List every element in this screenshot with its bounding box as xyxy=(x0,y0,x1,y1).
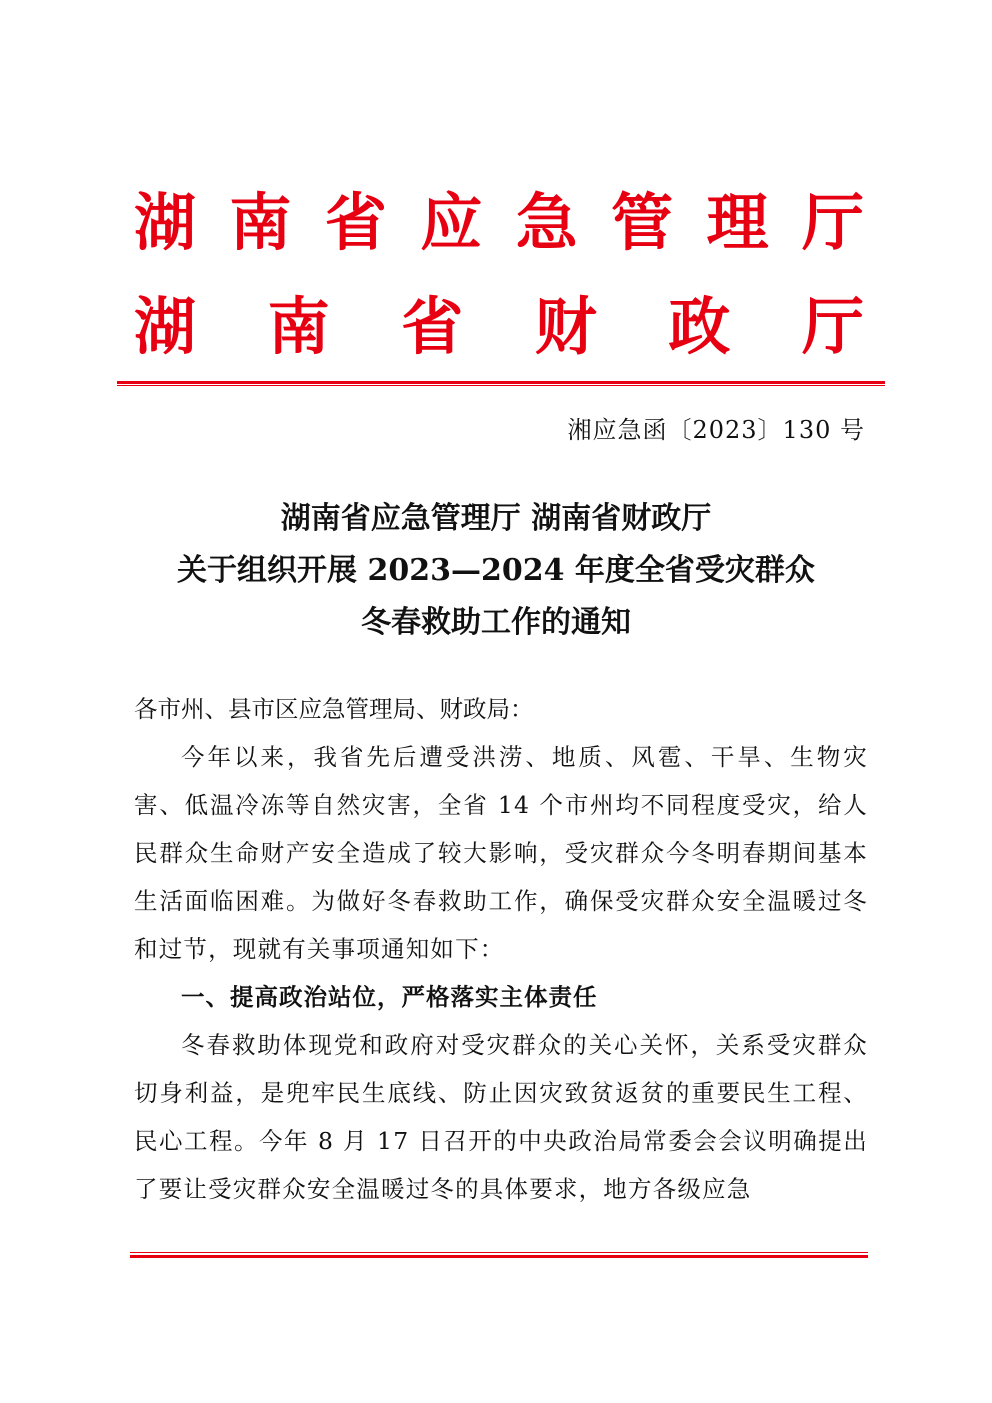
header-char: 南 xyxy=(267,290,330,363)
section-heading-1: 一、提高政治站位，严格落实主体责任 xyxy=(181,983,598,1011)
header-char: 厅 xyxy=(801,186,864,259)
header-char: 省 xyxy=(401,290,464,363)
footer-divider xyxy=(130,1252,868,1258)
header-divider xyxy=(117,381,885,386)
issuer-header-line-2 xyxy=(134,292,864,362)
paragraph-2: 冬春救助体现党和政府对受灾群众的关心关怀，关系受灾群众切身利益，是兜牢民生底线、防止因灾致贫返贫的重要民生工程、民心工程。今年 8 月 17 日召开的中央政治局常委会会议明确提出了要让受灾群众安全温暖过冬的具体要求，地方各级应急 xyxy=(134,1031,868,1203)
title-line-1: 湖南省应急管理厅 湖南省财政厅 xyxy=(280,501,712,536)
document-number: 湘应急函〔2023〕130 号 xyxy=(567,416,865,444)
header-char: 政 xyxy=(668,290,731,363)
document-title xyxy=(0,493,992,649)
header-char: 湖 xyxy=(134,186,197,259)
header-char: 南 xyxy=(229,186,292,259)
issuer-header-line-1 xyxy=(134,188,864,258)
document-body xyxy=(134,685,868,1213)
header-char: 应 xyxy=(420,186,483,259)
salutation: 各市州、县市区应急管理局、财政局： xyxy=(134,695,534,723)
title-line-2: 关于组织开展 2023—2024 年度全省受灾群众 xyxy=(177,553,815,588)
header-char: 管 xyxy=(611,186,674,259)
header-char: 湖 xyxy=(134,290,197,363)
paragraph-1: 今年以来，我省先后遭受洪涝、地质、风雹、干旱、生物灾害、低温冷冻等自然灾害，全省 14 个市州均不同程度受灾，给人民群众生命财产安全造成了较大影响，受灾群众今冬明春期间基本生活面临困难。为做好冬春救助工作，确保受灾群众安全温暖过冬和过节，现就有关事项通知如下： xyxy=(134,743,868,963)
header-char: 急 xyxy=(515,186,578,259)
header-char: 省 xyxy=(324,186,387,259)
header-char: 厅 xyxy=(801,290,864,363)
title-line-3: 冬春救助工作的通知 xyxy=(361,605,631,640)
header-char: 财 xyxy=(534,290,597,363)
header-char: 理 xyxy=(706,186,769,259)
